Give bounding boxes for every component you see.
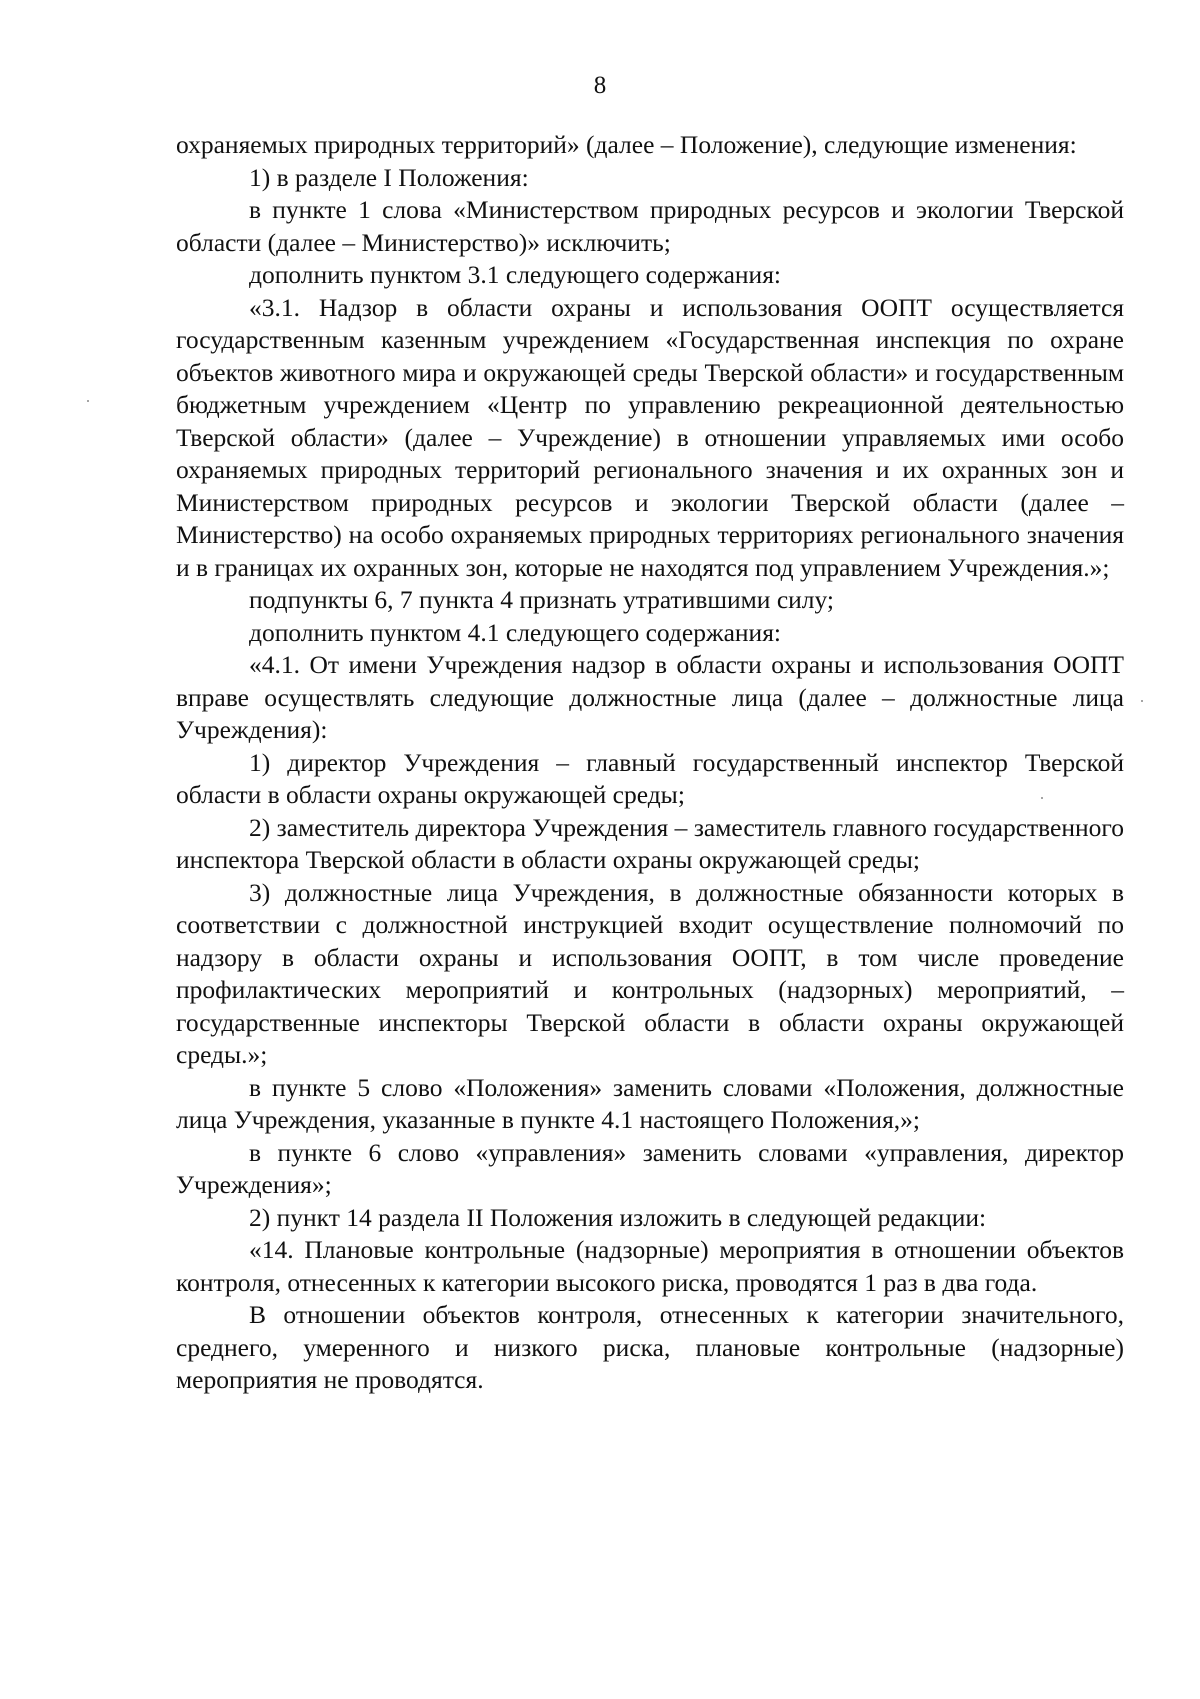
paragraph: в пункте 5 слово «Положения» заменить словами «Положения, должностные лица Учреждения, указанные в пункте 4.1 настоящего Положения,»; [176, 1072, 1124, 1134]
paragraph: 2) заместитель директора Учреждения – заместитель главного государственного инспектора Тверской области в области охраны окружающей среды; [176, 812, 1124, 874]
paragraph: дополнить пунктом 3.1 следующего содержания: [249, 260, 782, 289]
paragraph: В отношении объектов контроля, отнесенных к категории значительного, среднего, умеренного и низкого риска, плановые контрольные (надзорные) мероприятия не проводятся. [176, 1300, 1124, 1394]
paragraph: в пункте 6 слово «управления» заменить словами «управления, директор Учреждения»; [176, 1137, 1124, 1199]
paragraph: 1) в разделе I Положения: [249, 162, 529, 192]
paragraph: «3.1. Надзор в области охраны и использования ООПТ осуществляется государственным казенным учреждением «Государственная инспекция по охране объектов животного мира и окружающей среды Тверской области» и государственным бюджетным учреждением «Центр по управлению рекреационной деятельностью Тверской области» (далее – Учреждение) в отношении управляемых ими особо охраняемых природных территорий регионального значения и их охранных зон и Министерством природных ресурсов и экологии Тверской области (далее – Министерство) на особо охраняемых природных территориях регионального значения и в границах их охранных зон, которые не находятся под управлением Учреждения.»; [176, 292, 1124, 582]
paragraph: 3) должностные лица Учреждения, в должностные обязанности которых в соответствии с должностной инструкцией входит осуществление полномочий по надзору в области охраны и использования ООПТ, в том числе проведение профилактических мероприятий и контрольных (надзорных) мероприятий, – государственные инспекторы Тверской области в области охраны окружающей среды.»; [176, 877, 1124, 1069]
paragraph: 1) директор Учреждения – главный государственный инспектор Тверской области в области охраны окружающей среды; [176, 747, 1124, 809]
paragraph: дополнить пунктом 4.1 следующего содержания: [249, 617, 782, 647]
scan-speck [87, 400, 89, 402]
paragraph: 2) пункт 14 раздела II Положения изложить в следующей редакции: [249, 1202, 987, 1232]
document-body [176, 129, 1124, 1397]
paragraph: «4.1. От имени Учреждения надзор в области охраны и использования ООПТ вправе осуществлять следующие должностные лица (далее – должностные лица Учреждения): [176, 650, 1124, 744]
scan-speck [1041, 797, 1043, 799]
paragraph: охраняемых природных территорий» (далее – Положение), следующие изменения: [176, 130, 1077, 159]
scan-speck [1141, 700, 1143, 702]
page-number: 8 [593, 72, 607, 99]
paragraph: «14. Плановые контрольные (надзорные) мероприятия в отношении объектов контроля, отнесенных к категории высокого риска, проводятся 1 раз в два года. [176, 1235, 1124, 1297]
paragraph: в пункте 1 слова «Министерством природных ресурсов и экологии Тверской области (далее – Министерство)» исключить; [176, 195, 1124, 257]
paragraph: подпункты 6, 7 пункта 4 признать утратившими силу; [249, 585, 835, 614]
